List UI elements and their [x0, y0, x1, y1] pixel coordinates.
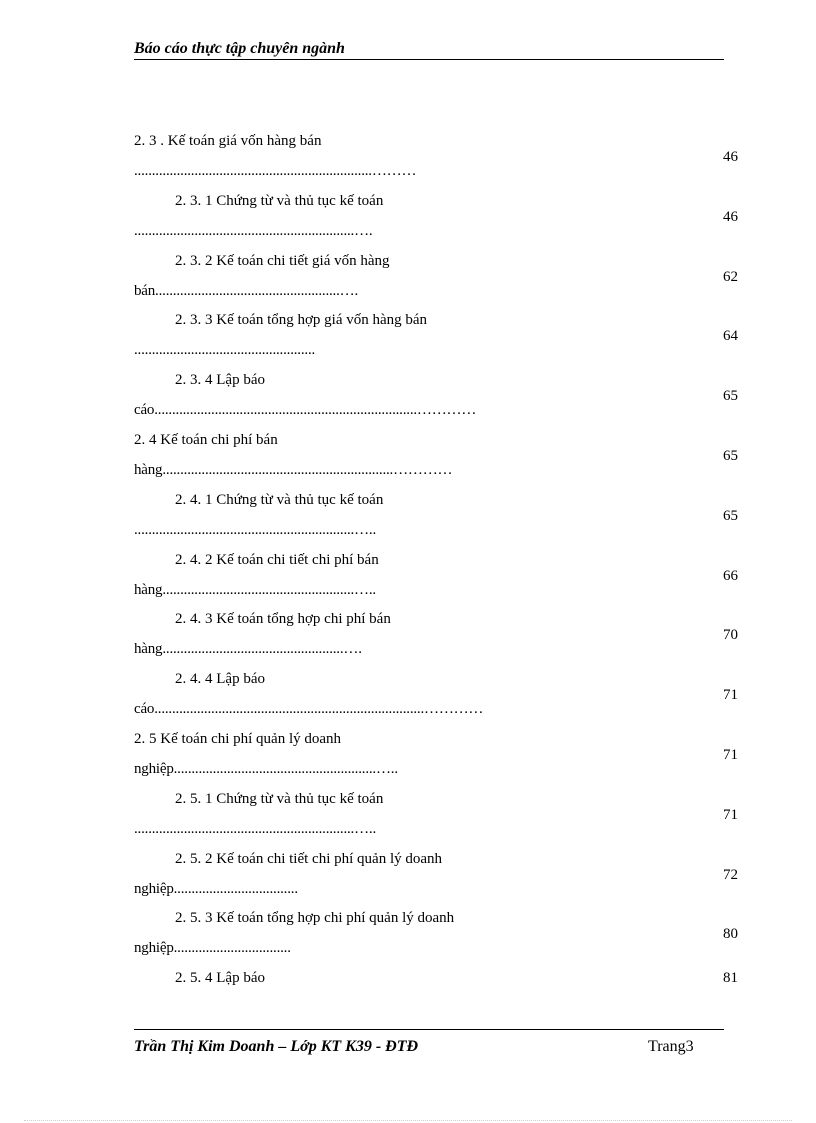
toc-entry-page: 71: [723, 747, 738, 763]
toc-entry-page: 66: [723, 568, 738, 584]
toc-entry-leader: bán....................................................….: [134, 283, 359, 299]
toc-entry-page: 71: [723, 807, 738, 823]
footer-page-number: Trang3: [648, 1038, 694, 1055]
toc-entry-page: 64: [723, 328, 738, 344]
toc-entry-page: 46: [723, 209, 738, 225]
toc-entry-title: 2. 4. 2 Kế toán chi tiết chi phí bán: [175, 552, 379, 568]
toc-entry-page: 62: [723, 269, 738, 285]
toc-entry: [0, 133, 816, 193]
toc-entry: [0, 253, 816, 313]
toc-entry-leader: hàng...................................................….: [134, 641, 362, 657]
toc-entry: [0, 432, 816, 492]
toc-entry-page: 46: [723, 149, 738, 165]
toc-entry-title: 2. 5 Kế toán chi phí quản lý doanh: [134, 731, 342, 747]
toc-entry-page: 71: [723, 687, 738, 703]
toc-entry-leader: cáo............................................................................…………: [134, 701, 484, 717]
toc-entry-title: 2. 5. 3 Kế toán tổng hợp chi phí quản lý doanh: [175, 910, 455, 926]
toc-entry-title: 2. 3. 1 Chứng từ và thủ tục kế toán: [175, 193, 384, 209]
footer-author: Trần Thị Kim Doanh – Lớp KT K39 - ĐTĐ: [134, 1038, 419, 1055]
toc-entry-page: 65: [723, 388, 738, 404]
toc-entry-title: 2. 5. 1 Chứng từ và thủ tục kế toán: [175, 791, 384, 807]
toc-entry-page: 80: [723, 926, 738, 942]
toc-entry-leader: ...................................................................………: [134, 163, 417, 179]
toc-entry-leader: ..............................................................….: [134, 223, 373, 239]
toc-entry-title: 2. 3 . Kế toán giá vốn hàng bán: [134, 133, 322, 149]
toc-entry-leader: ..............................................................…..: [134, 522, 377, 538]
toc-entry-title: 2. 4 Kế toán chi phí bán: [134, 432, 278, 448]
toc-entry: [0, 731, 816, 791]
toc-entry: [0, 910, 816, 970]
toc-entry-title: 2. 3. 3 Kế toán tổng hợp giá vốn hàng bán: [175, 312, 428, 328]
toc-entry-title: 2. 4. 4 Lập báo: [175, 671, 265, 687]
toc-entry: [0, 791, 816, 851]
toc-entry-leader: ..............................................................…..: [134, 821, 377, 837]
toc-entry-page: 72: [723, 867, 738, 883]
toc-entry-page: 65: [723, 508, 738, 524]
toc-entry-page: 70: [723, 627, 738, 643]
toc-entry-leader: nghiệp.........................................................…..: [134, 761, 398, 777]
toc-entry: [0, 611, 816, 671]
toc-entry: [0, 552, 816, 612]
page-bottom-edge: [24, 1120, 792, 1121]
toc-entry-leader: nghiệp.................................: [134, 940, 291, 956]
toc-entry-leader: ...................................................: [134, 342, 316, 358]
toc-entry-title: 2. 3. 4 Lập báo: [175, 372, 265, 388]
toc-entry: [0, 372, 816, 432]
toc-entry: [0, 970, 816, 1030]
toc-entry-page: 81: [723, 970, 738, 986]
toc-entry-title: 2. 5. 4 Lập báo: [175, 970, 265, 986]
toc-entry-title: 2. 5. 2 Kế toán chi tiết chi phí quản lý doanh: [175, 851, 443, 867]
toc-entry-leader: hàng.................................................................…………: [134, 462, 453, 478]
footer-divider: [134, 1029, 724, 1030]
toc-entry-title: 2. 4. 3 Kế toán tổng hợp chi phí bán: [175, 611, 391, 627]
toc-entry: [0, 851, 816, 911]
toc-entry-title: 2. 4. 1 Chứng từ và thủ tục kế toán: [175, 492, 384, 508]
toc-entry: [0, 492, 816, 552]
toc-entry-leader: cáo..........................................................................…………: [134, 402, 477, 418]
toc-entry: [0, 193, 816, 253]
toc-entry-leader: hàng......................................................…..: [134, 582, 376, 598]
toc-entry-title: 2. 3. 2 Kế toán chi tiết giá vốn hàng: [175, 253, 390, 269]
toc-entry-leader: nghiệp...................................: [134, 881, 298, 897]
toc-entry-page: 65: [723, 448, 738, 464]
page-header-title: Báo cáo thực tập chuyên ngành: [134, 40, 724, 60]
toc-entry: [0, 671, 816, 731]
toc-entry: [0, 312, 816, 372]
